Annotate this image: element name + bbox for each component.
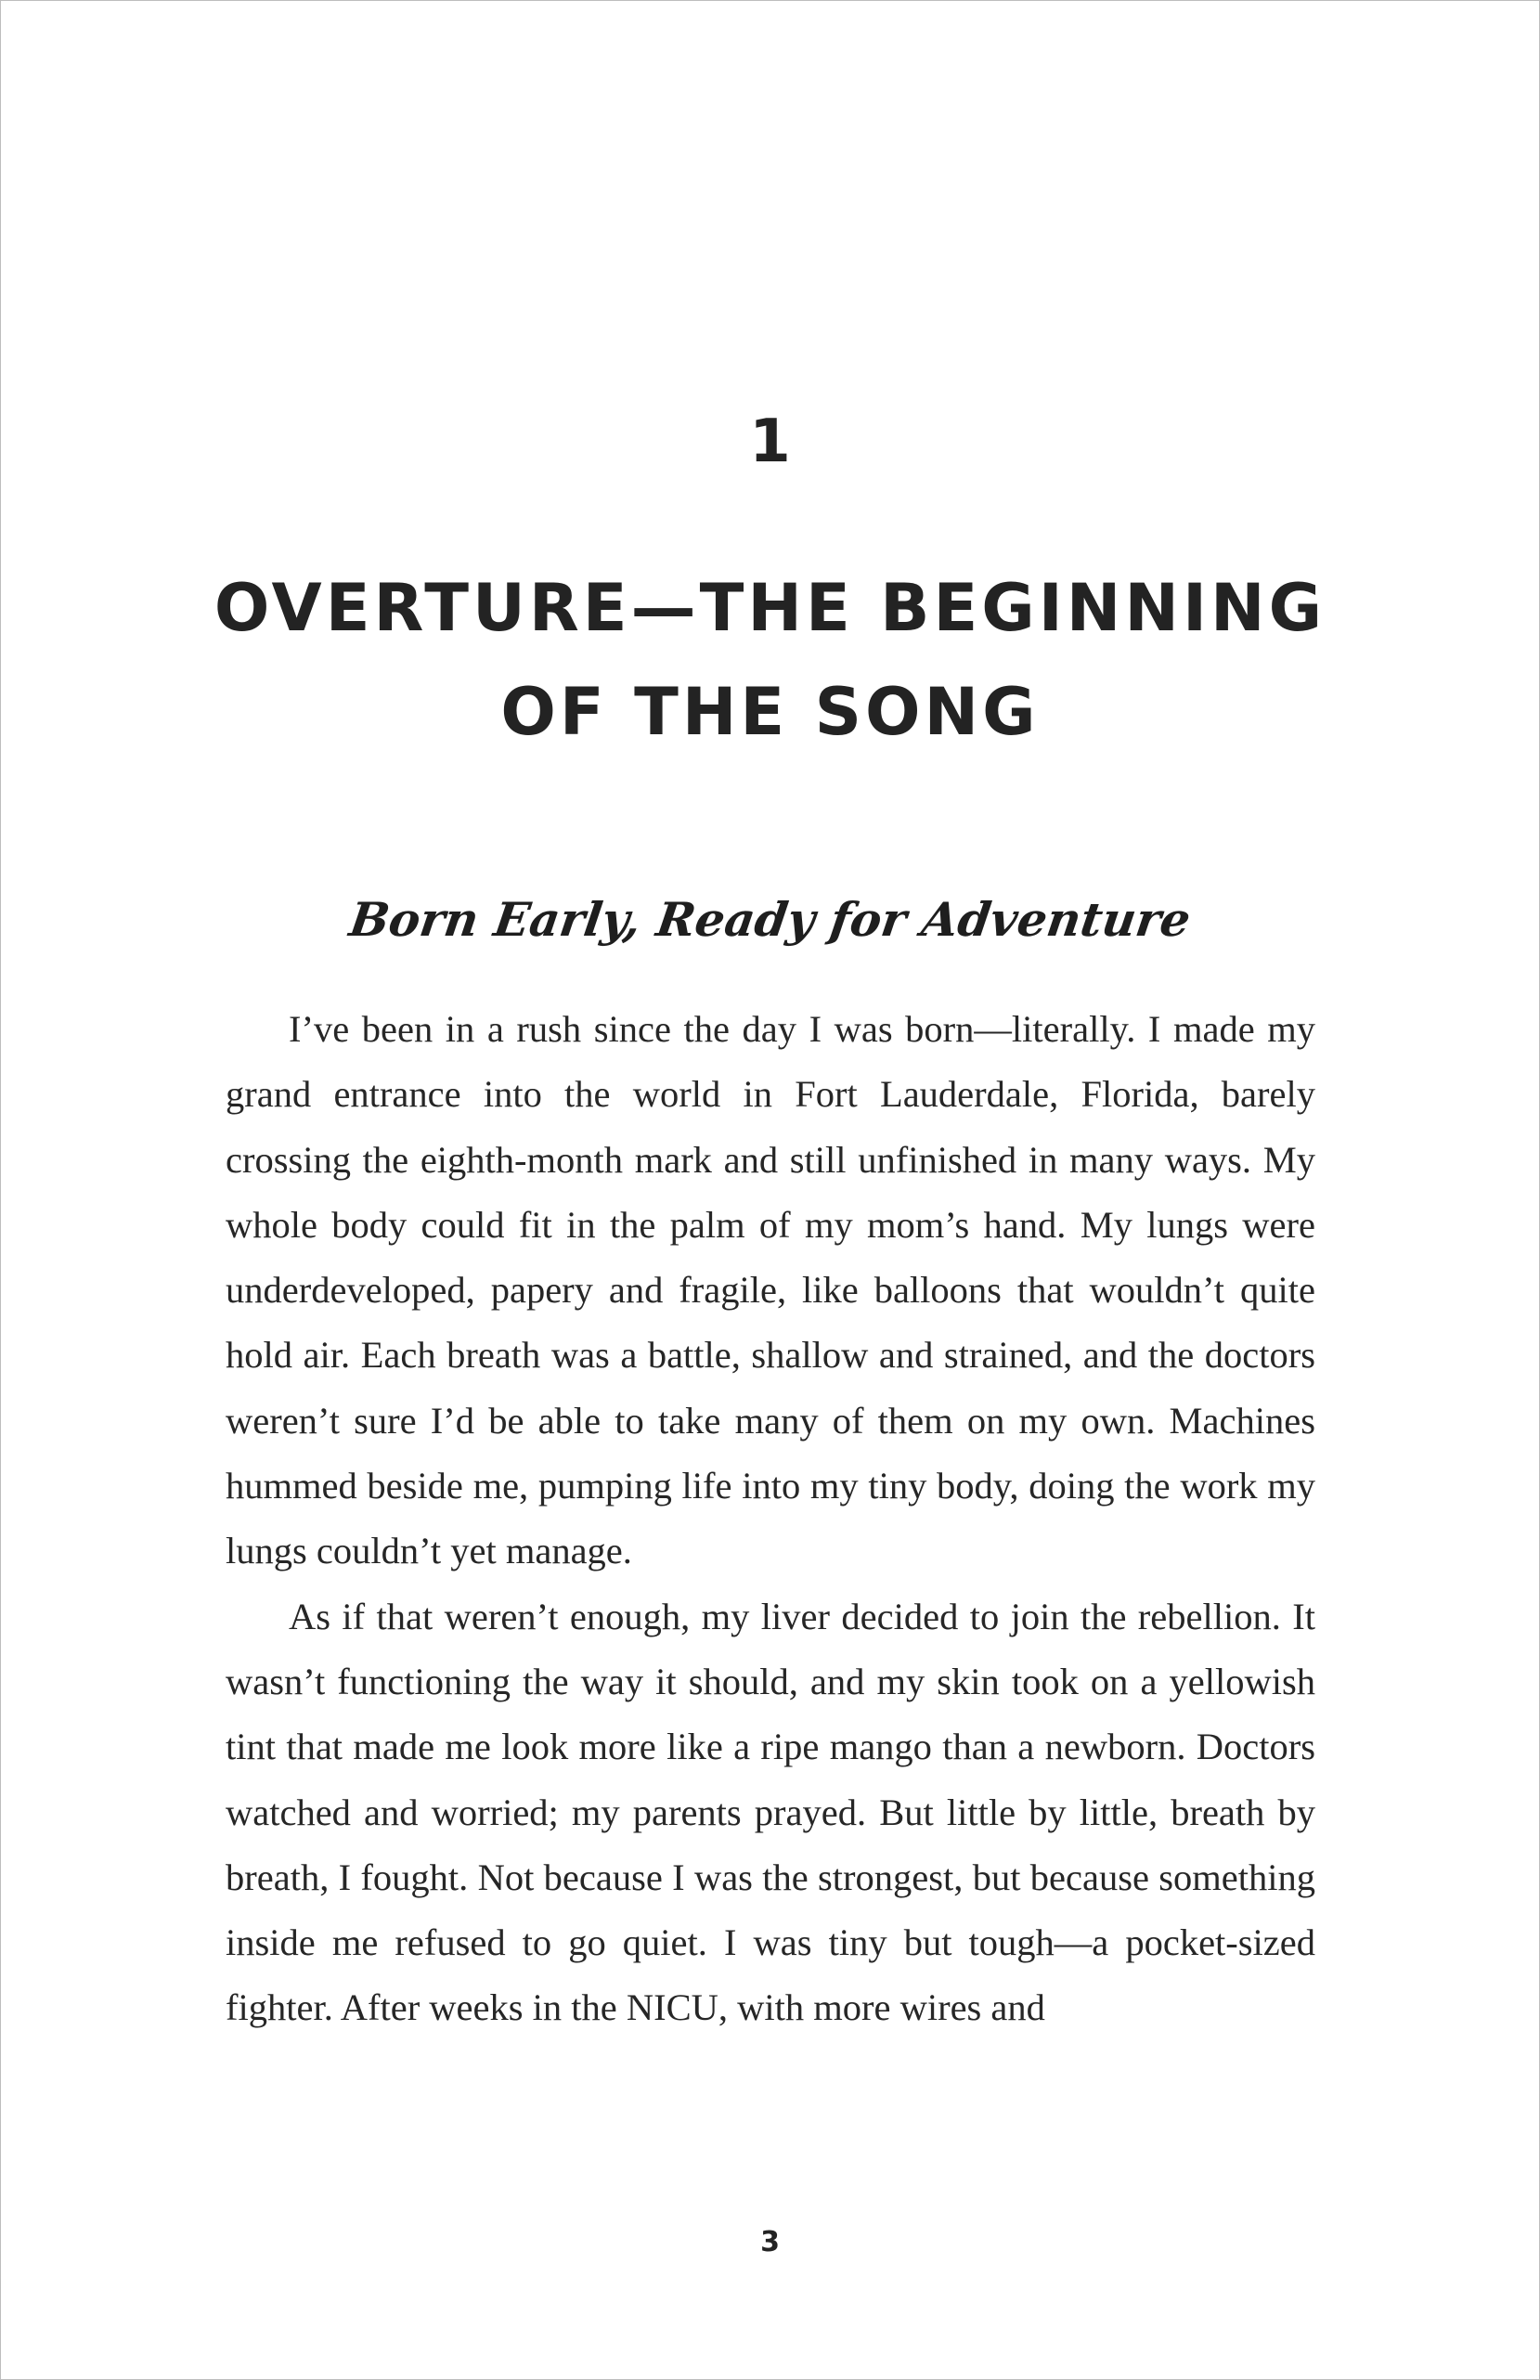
page-number: 3 bbox=[760, 2226, 780, 2258]
section-heading: Born Early, Ready for Adventure bbox=[345, 892, 1195, 947]
chapter-number: 1 bbox=[749, 407, 791, 476]
chapter-title: OVERTURE—THE BEGINNING OF THE SONG bbox=[214, 570, 1326, 750]
body-text bbox=[226, 997, 1315, 2041]
paragraph: I’ve been in a rush since the day I was born—literally. I made my grand entrance into the world in Fort Lauderdale, Florida, barely crossing the eighth-month mark and still unfinished in many ways. My whole body could fit in the palm of my mom’s hand. My lungs were underdeveloped, papery and fragile, like balloons that wouldn’t quite hold air. Each breath was a battle, shallow and strained, and the doctors weren’t sure I’d be able to take many of them on my own. Machines hummed beside me, pumping life into my tiny body, doing the work my lungs couldn’t yet manage. bbox=[226, 1008, 1315, 1572]
paragraph: As if that weren’t enough, my liver decided to join the rebellion. It wasn’t functioning the way it should, and my skin took on a yellowish tint that made me look more like a ripe mango than a newborn. Doctors watched and worried; my parents prayed. But little by little, breath by breath, I fought. Not because I was the strongest, but because something inside me refused to go quiet. I was tiny but tough—a pocket-sized fighter. After weeks in the NICU, with more wires and bbox=[226, 1595, 1315, 2029]
